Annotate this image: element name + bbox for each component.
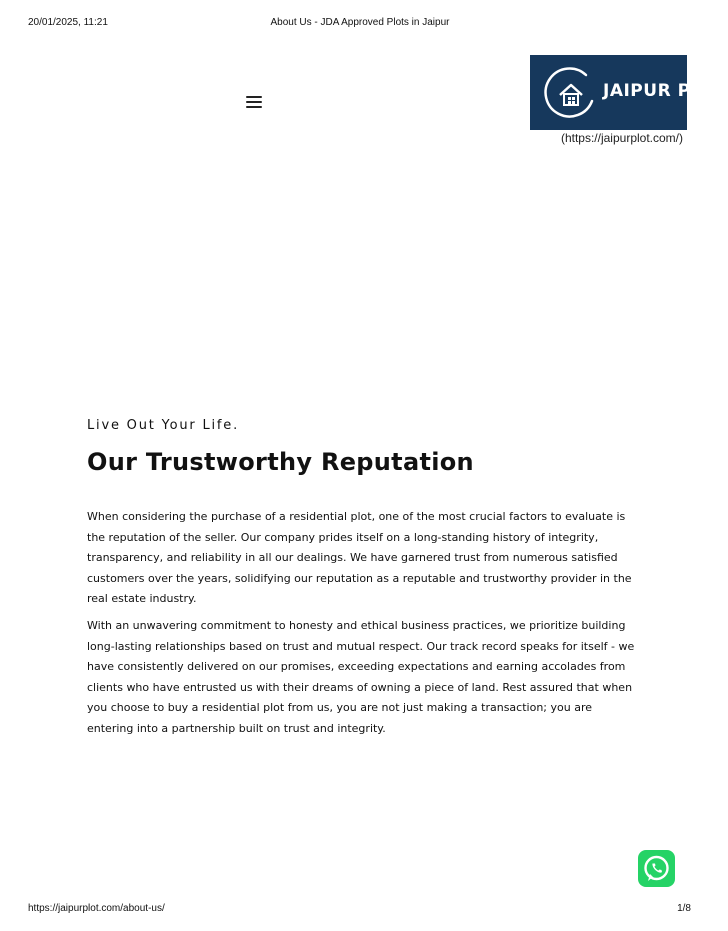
print-header-datetime: 20/01/2025, 11:21: [28, 17, 108, 28]
page-heading: Our Trustworthy Reputation: [87, 448, 474, 476]
logo-link-url[interactable]: (https://jaipurplot.com/): [560, 131, 683, 145]
tagline: Live Out Your Life.: [87, 418, 240, 433]
print-footer-url: https://jaipurplot.com/about-us/: [28, 903, 165, 914]
whatsapp-button[interactable]: [638, 850, 675, 887]
site-logo[interactable]: [530, 55, 728, 130]
whatsapp-icon: [641, 853, 672, 884]
house-circle-icon: [542, 65, 600, 123]
paragraph-1: When considering the purchase of a residential plot, one of the most crucial factors to evaluate is the reputation of the seller. Our company prides itself on a long-standing history of integrity, transparency, and reliability in all our dealings. We have garnered trust from numerous satisfied customers over the years, solidifying our reputation as a reputable and trustworthy provider in the real estate industry.: [87, 510, 632, 606]
print-footer-page-number: 1/8: [677, 903, 691, 914]
print-header-title: About Us - JDA Approved Plots in Jaipur: [270, 17, 450, 28]
hamburger-menu-icon[interactable]: [246, 96, 262, 108]
logo-text: JAIPUR PLOT: [603, 81, 728, 101]
content-section: [87, 507, 635, 746]
paragraph-2: With an unwavering commitment to honesty and ethical business practices, we prioritize building long-lasting relationships based on trust and mutual respect. Our track record speaks for itself - we have consistently delivered on our promises, exceeding expectations and earning accolades from clients who have entrusted us with their dreams of owning a piece of land. Rest assured that when you choose to buy a residential plot from us, you are not just making a transaction; you are entering into a partnership built on trust and integrity.: [87, 618, 635, 735]
